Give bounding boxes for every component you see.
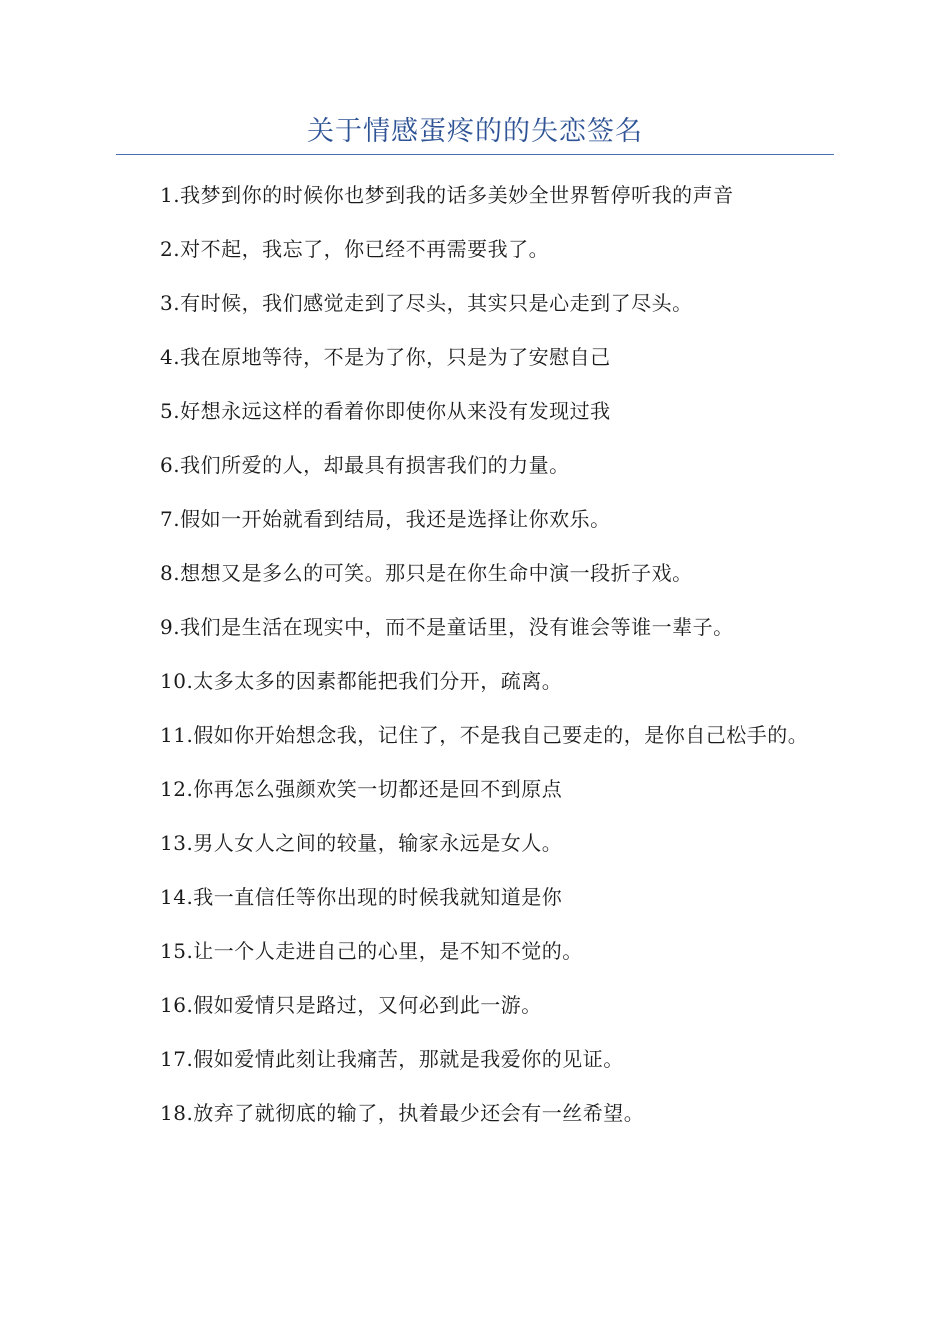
list-item: 13.男人女人之间的较量，输家永远是女人。 [160,831,563,855]
document-title: 关于情感蛋疼的的失恋签名 [307,116,643,147]
list-item: 3.有时候，我们感觉走到了尽头，其实只是心走到了尽头。 [160,291,693,315]
title-underline [116,154,834,155]
list-item: 9.我们是生活在现实中，而不是童话里，没有谁会等谁一辈子。 [160,615,734,639]
list-item: 12.你再怎么强颜欢笑一切都还是回不到原点 [160,777,563,801]
list-item: 15.让一个人走进自己的心里，是不知不觉的。 [160,939,583,963]
list-item: 8.想想又是多么的可笑。那只是在你生命中演一段折子戏。 [160,561,693,585]
list-item: 16.假如爱情只是路过，又何必到此一游。 [160,993,542,1017]
list-item: 4.我在原地等待，不是为了你，只是为了安慰自己 [160,345,611,369]
signature-list [116,177,834,1149]
list-item: 11.假如你开始想念我，记住了，不是我自己要走的，是你自己松手的。 [160,723,809,747]
list-item: 7.假如一开始就看到结局，我还是选择让你欢乐。 [160,507,611,531]
list-item: 5.好想永远这样的看着你即使你从来没有发现过我 [160,399,611,423]
list-item: 6.我们所爱的人，却最具有损害我们的力量。 [160,453,570,477]
list-item: 14.我一直信任等你出现的时候我就知道是你 [160,885,563,909]
list-item: 17.假如爱情此刻让我痛苦，那就是我爱你的见证。 [160,1047,624,1071]
list-item: 18.放弃了就彻底的输了，执着最少还会有一丝希望。 [160,1101,645,1125]
list-item: 2.对不起，我忘了，你已经不再需要我了。 [160,237,550,261]
list-item: 1.我梦到你的时候你也梦到我的话多美妙全世界暂停听我的声音 [160,183,734,207]
list-item: 10.太多太多的因素都能把我们分开，疏离。 [160,669,563,693]
